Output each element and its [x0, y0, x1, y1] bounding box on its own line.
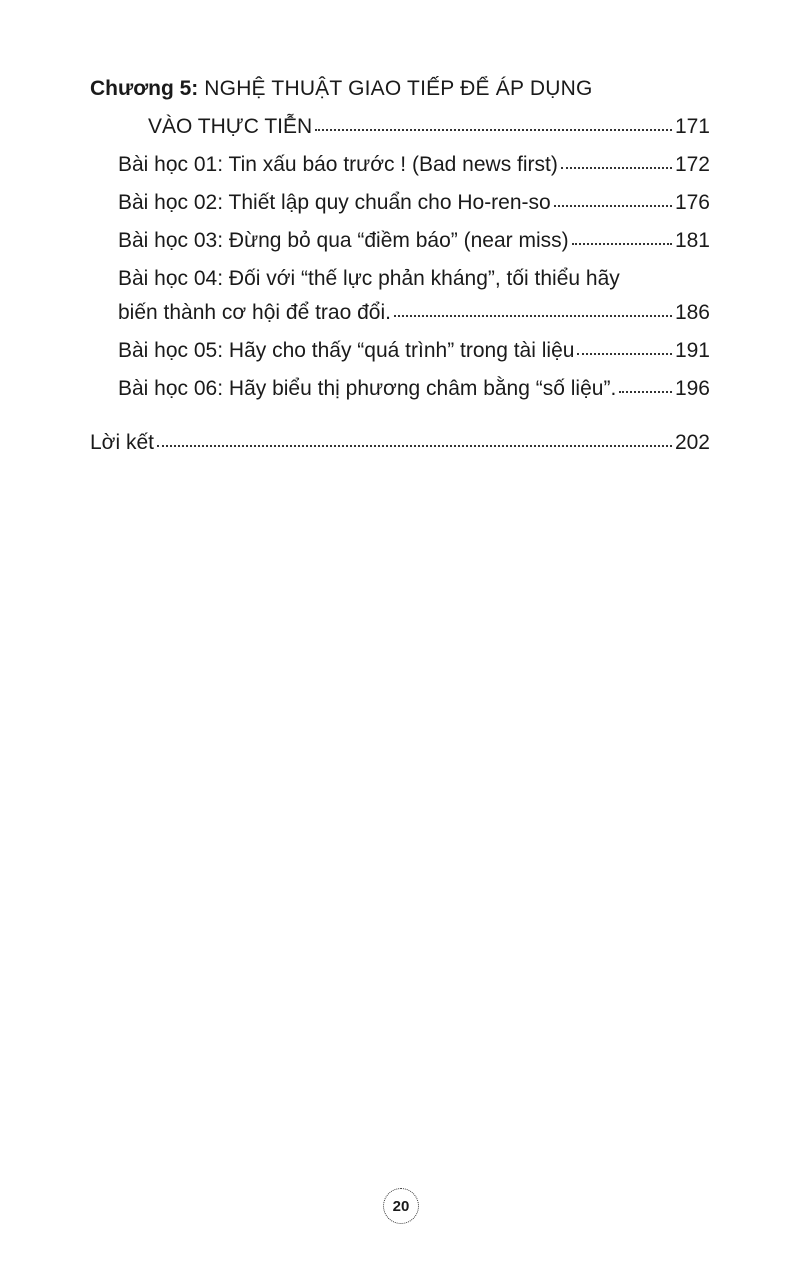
page-number: 196: [674, 377, 710, 400]
dot-leader: [157, 445, 672, 447]
page-number: 171: [674, 115, 710, 138]
toc-entry-lesson-04-line2: [90, 296, 710, 330]
chapter-title-line2: VÀO THỰC TIỄN: [148, 115, 313, 138]
dot-leader: [561, 167, 672, 169]
toc-entry-lesson-04-line1: [90, 262, 710, 296]
chapter-5-title-line2: [90, 110, 710, 144]
entry-title: Bài học 03: Đừng bỏ qua “điềm báo” (near miss): [118, 229, 569, 252]
entry-title: Lời kết: [90, 431, 154, 454]
page-number: 186: [674, 301, 710, 324]
toc-entry-lesson-03: [90, 224, 710, 258]
page-number: 181: [674, 229, 710, 252]
entry-title: Bài học 01: Tin xấu báo trước ! (Bad news first): [118, 153, 558, 176]
chapter-label: Chương 5:: [90, 77, 199, 100]
dot-leader: [572, 243, 672, 245]
chapter-title-line1: NGHỆ THUẬT GIAO TIẾP ĐỂ ÁP DỤNG: [204, 77, 593, 100]
table-of-contents: [90, 72, 710, 460]
entry-title-continued: biến thành cơ hội để trao đổi.: [118, 301, 391, 324]
dot-leader: [619, 391, 672, 393]
dot-leader: [554, 205, 672, 207]
toc-entry-lesson-02: [90, 186, 710, 220]
entry-title: Bài học 06: Hãy biểu thị phương châm bằng “số liệu”.: [118, 377, 617, 400]
toc-entry-lesson-01: [90, 148, 710, 182]
toc-entry-lesson-06: [90, 372, 710, 406]
entry-title: Bài học 02: Thiết lập quy chuẩn cho Ho-ren-so: [118, 191, 551, 214]
dot-leader: [394, 315, 672, 317]
entry-title: Bài học 04: Đối với “thế lực phản kháng”, tối thiểu hãy: [118, 267, 620, 290]
page-folio-number: 20: [383, 1188, 419, 1224]
toc-entry-lesson-05: [90, 334, 710, 368]
page-number: 202: [674, 431, 710, 454]
entry-title: Bài học 05: Hãy cho thấy “quá trình” trong tài liệu: [118, 339, 575, 362]
page-number: 176: [674, 191, 710, 214]
toc-entry-afterword: [90, 426, 710, 460]
chapter-5-heading-line: [90, 72, 710, 106]
page-number: 172: [674, 153, 710, 176]
page-number: 191: [674, 339, 710, 362]
dot-leader: [315, 129, 672, 131]
dot-leader: [577, 353, 672, 355]
